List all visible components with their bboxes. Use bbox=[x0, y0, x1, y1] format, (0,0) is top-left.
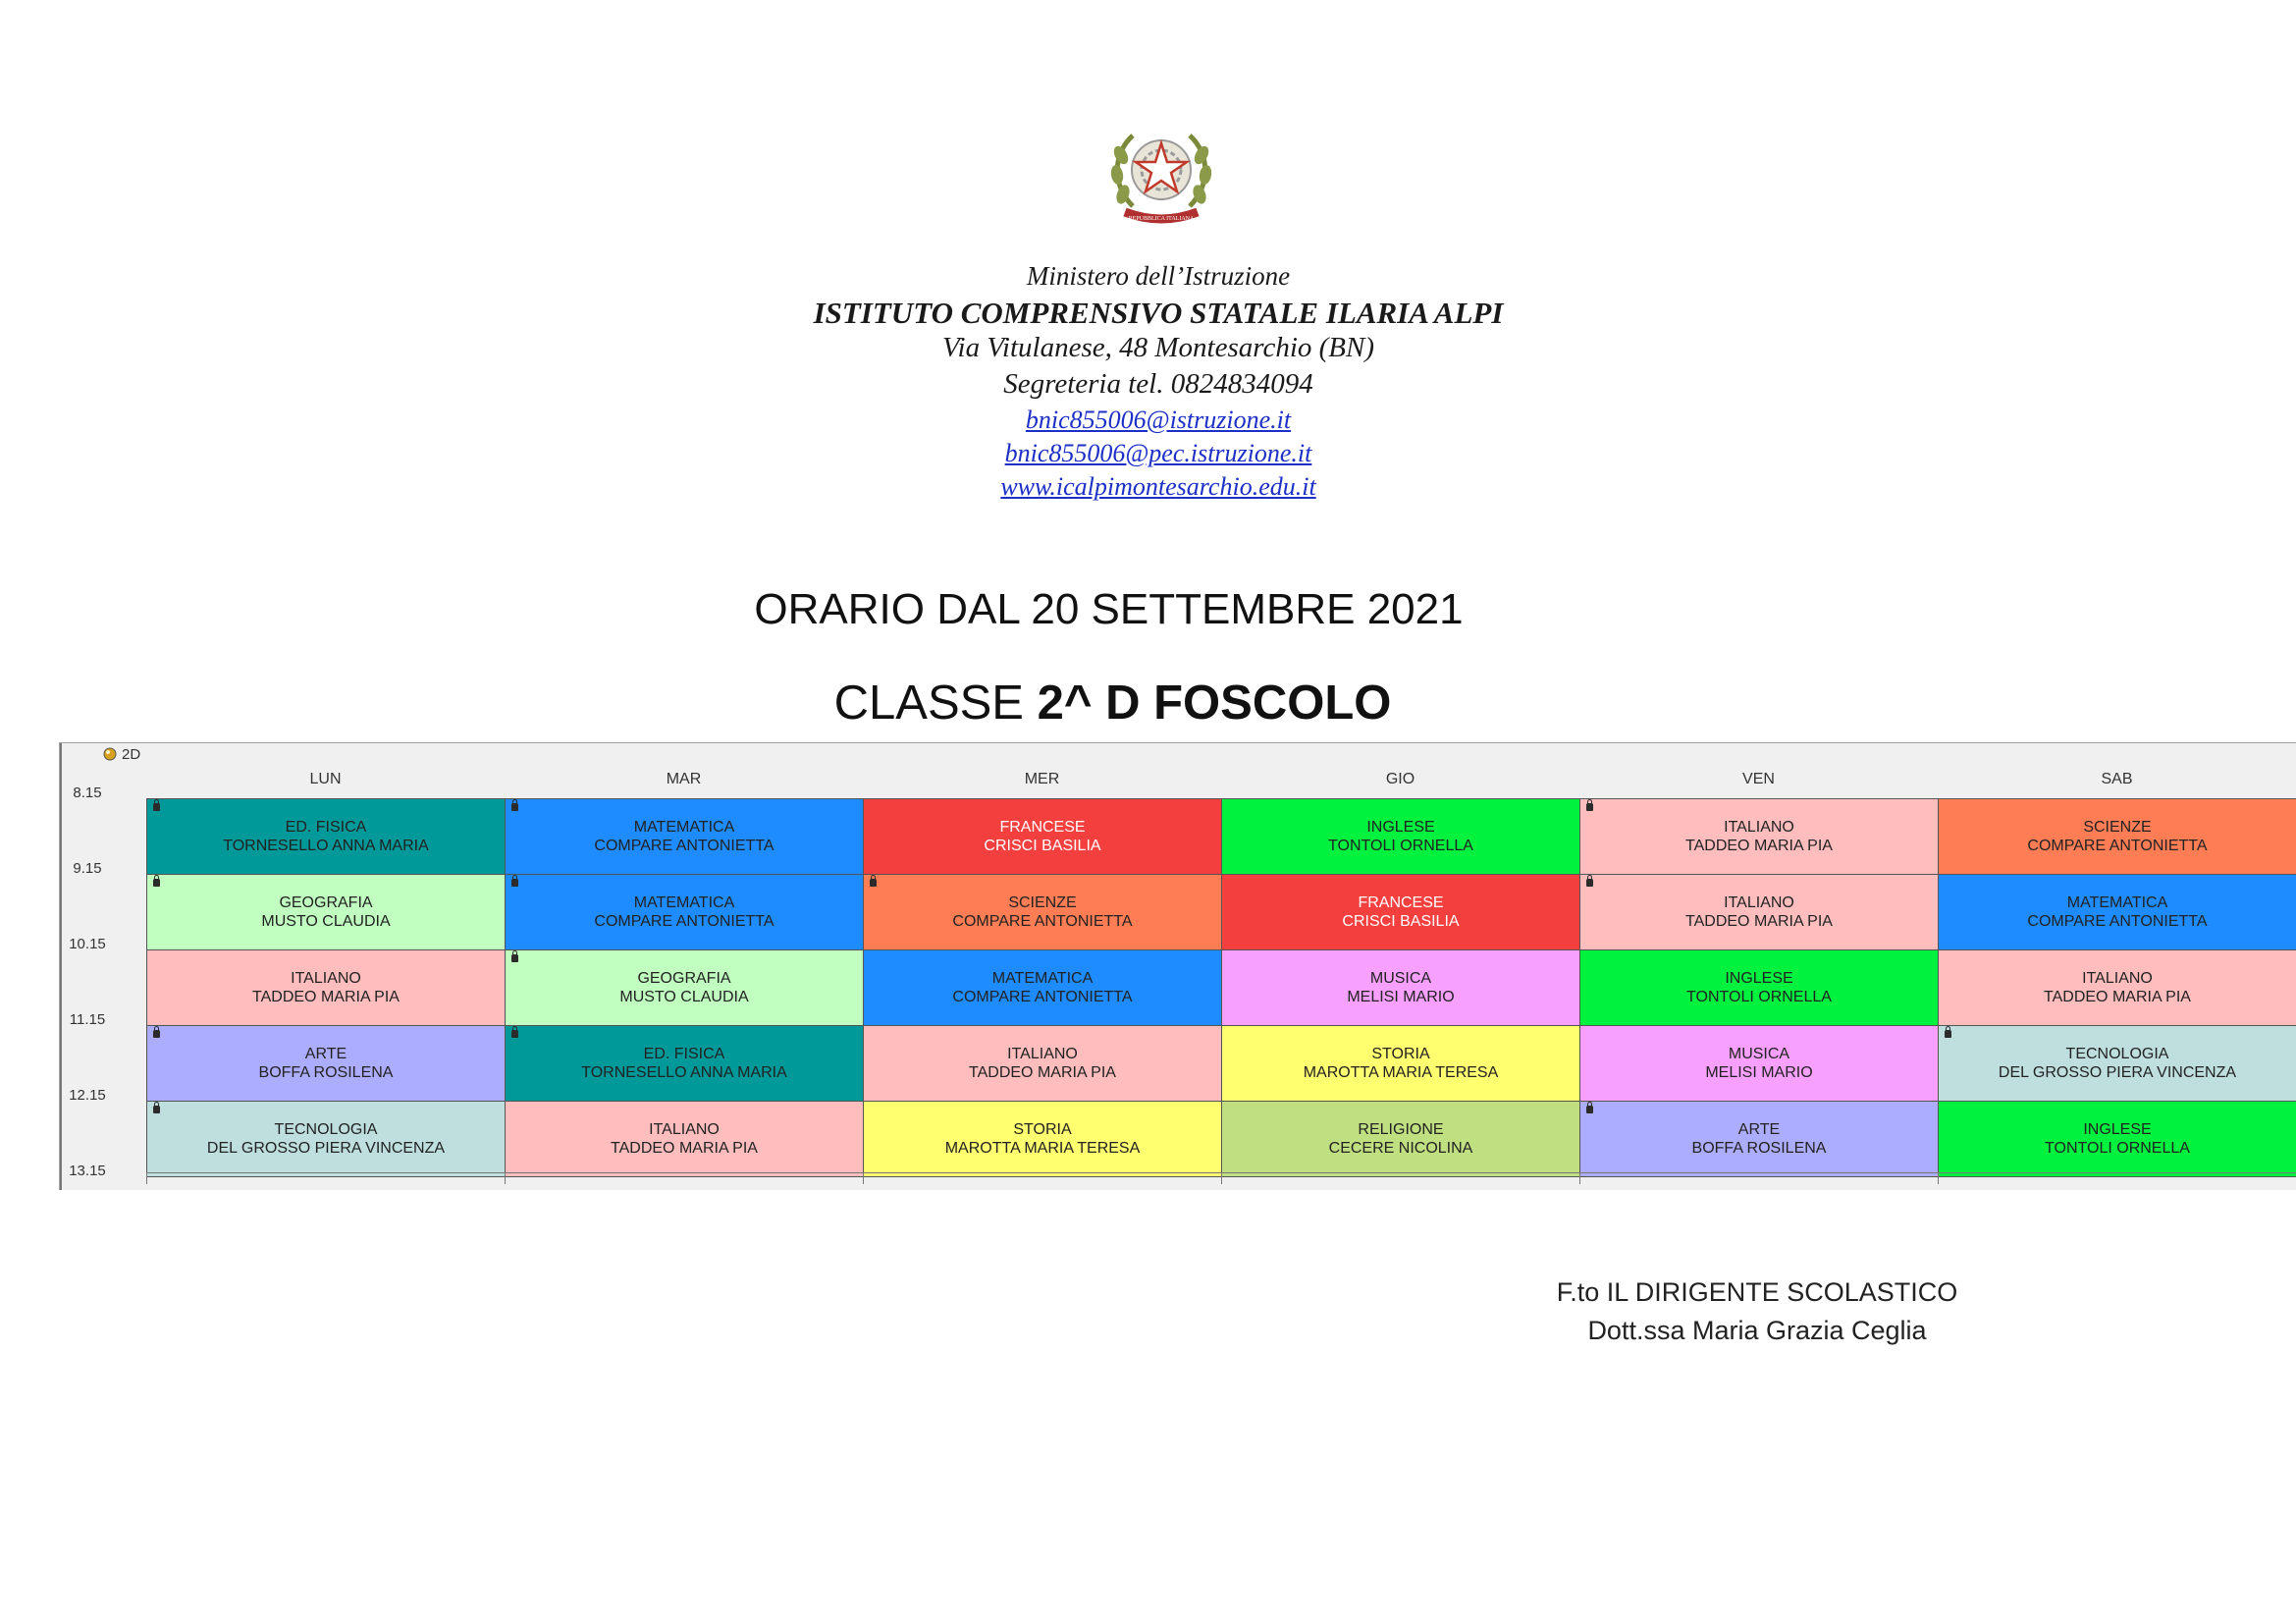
lesson-cell[interactable] bbox=[863, 949, 1222, 1026]
lesson-cell[interactable] bbox=[1938, 949, 2296, 1026]
lesson-cell[interactable] bbox=[1579, 798, 1939, 875]
lock-icon bbox=[153, 1030, 160, 1038]
timetable-left-rule bbox=[60, 743, 62, 1190]
lesson-teacher: BOFFA ROSILENA bbox=[258, 1064, 394, 1081]
lesson-teacher: TADDEO MARIA PIA bbox=[1685, 913, 1833, 930]
lesson-teacher: TADDEO MARIA PIA bbox=[252, 989, 400, 1005]
lesson-cell[interactable] bbox=[1221, 1101, 1580, 1177]
email-link[interactable]: bnic855006@istruzione.it bbox=[1025, 406, 1292, 434]
lesson-cell[interactable] bbox=[505, 949, 864, 1026]
lesson-cell[interactable] bbox=[1579, 949, 1939, 1026]
lesson-cell[interactable] bbox=[505, 1025, 864, 1102]
lesson-cell[interactable] bbox=[146, 1025, 506, 1102]
lesson-subject: TECNOLOGIA bbox=[274, 1121, 378, 1138]
grid-tick bbox=[146, 1172, 147, 1184]
schedule-title: ORARIO DAL 20 SETTEMBRE 2021 bbox=[754, 585, 1464, 633]
lesson-cell[interactable] bbox=[505, 798, 864, 875]
lesson-subject: GEOGRAFIA bbox=[637, 970, 731, 987]
day-header-ven: VEN bbox=[1742, 771, 1775, 787]
lesson-subject: STORIA bbox=[1371, 1046, 1430, 1062]
lock-icon bbox=[511, 1030, 518, 1038]
lesson-teacher: TADDEO MARIA PIA bbox=[1685, 838, 1833, 854]
lesson-cell[interactable] bbox=[863, 1101, 1222, 1177]
lesson-cell[interactable] bbox=[1938, 874, 2296, 950]
lock-icon bbox=[511, 803, 518, 811]
time-label: 9.15 bbox=[73, 860, 102, 877]
lesson-teacher: COMPARE ANTONIETTA bbox=[952, 913, 1133, 930]
lock-icon bbox=[153, 1106, 160, 1113]
lesson-teacher: TADDEO MARIA PIA bbox=[969, 1064, 1116, 1081]
lesson-teacher: TADDEO MARIA PIA bbox=[2044, 989, 2191, 1005]
lesson-cell[interactable] bbox=[1938, 798, 2296, 875]
lesson-cell[interactable] bbox=[146, 874, 506, 950]
website-link[interactable]: www.icalpimontesarchio.edu.it bbox=[1000, 472, 1316, 501]
lesson-teacher: TONTOLI ORNELLA bbox=[1328, 838, 1473, 854]
pec-link[interactable]: bnic855006@pec.istruzione.it bbox=[1004, 439, 1312, 467]
signature-name: Dott.ssa Maria Grazia Ceglia bbox=[1587, 1316, 1927, 1345]
lesson-cell[interactable] bbox=[1221, 798, 1580, 875]
time-label: 10.15 bbox=[69, 936, 106, 952]
lesson-teacher: CRISCI BASILIA bbox=[984, 838, 1101, 854]
lesson-cell[interactable] bbox=[505, 874, 864, 950]
grid-tick bbox=[1579, 1172, 1580, 1184]
time-label: 12.15 bbox=[69, 1087, 106, 1104]
lock-icon bbox=[153, 879, 160, 887]
lesson-subject: MATEMATICA bbox=[633, 819, 735, 836]
lesson-teacher: TORNESELLO ANNA MARIA bbox=[223, 838, 429, 854]
class-title-name: 2^ D FOSCOLO bbox=[1037, 677, 1392, 730]
lesson-cell[interactable] bbox=[146, 949, 506, 1026]
day-header-mar: MAR bbox=[666, 771, 702, 787]
class-code: 2D bbox=[122, 745, 141, 763]
lesson-teacher: COMPARE ANTONIETTA bbox=[594, 838, 774, 854]
lesson-teacher: TORNESELLO ANNA MARIA bbox=[581, 1064, 787, 1081]
lesson-subject: RELIGIONE bbox=[1358, 1121, 1444, 1138]
lesson-teacher: COMPARE ANTONIETTA bbox=[952, 989, 1133, 1005]
class-code-label bbox=[103, 743, 140, 765]
lesson-teacher: MUSTO CLAUDIA bbox=[619, 989, 749, 1005]
lesson-cell[interactable] bbox=[1579, 874, 1939, 950]
lesson-subject: ARTE bbox=[1737, 1121, 1781, 1138]
lesson-cell[interactable] bbox=[1938, 1025, 2296, 1102]
day-header-mer: MER bbox=[1024, 771, 1060, 787]
lesson-cell[interactable] bbox=[863, 798, 1222, 875]
lock-icon bbox=[511, 954, 518, 962]
lesson-subject: ITALIANO bbox=[649, 1121, 720, 1138]
lesson-subject: MATEMATICA bbox=[991, 970, 1094, 987]
lock-icon bbox=[1586, 803, 1593, 811]
lesson-subject: GEOGRAFIA bbox=[279, 894, 373, 911]
lesson-subject: MATEMATICA bbox=[633, 894, 735, 911]
lock-icon bbox=[511, 879, 518, 887]
lesson-teacher: DEL GROSSO PIERA VINCENZA bbox=[1998, 1064, 2237, 1081]
svg-text:REPUBBLICA ITALIANA: REPUBBLICA ITALIANA bbox=[1128, 216, 1195, 222]
lesson-cell[interactable] bbox=[1221, 1025, 1580, 1102]
lesson-subject: INGLESE bbox=[2083, 1121, 2152, 1138]
lesson-cell[interactable] bbox=[505, 1101, 864, 1177]
time-label: 13.15 bbox=[69, 1163, 106, 1179]
lesson-cell[interactable] bbox=[863, 874, 1222, 950]
lesson-subject: ITALIANO bbox=[1724, 819, 1794, 836]
class-title bbox=[0, 676, 2261, 731]
lesson-subject: FRANCESE bbox=[999, 819, 1086, 836]
lesson-teacher: TADDEO MARIA PIA bbox=[611, 1140, 758, 1157]
time-label: 11.15 bbox=[69, 1011, 106, 1028]
lesson-teacher: CECERE NICOLINA bbox=[1328, 1140, 1473, 1157]
lesson-cell[interactable] bbox=[1221, 874, 1580, 950]
lesson-cell[interactable] bbox=[1579, 1025, 1939, 1102]
lock-icon bbox=[1945, 1030, 1951, 1038]
school-phone: Segreteria tel. 0824834094 bbox=[1003, 368, 1313, 400]
signature-role: F.to IL DIRIGENTE SCOLASTICO bbox=[1556, 1277, 1958, 1307]
lesson-subject: ED. FISICA bbox=[643, 1046, 725, 1062]
lesson-subject: SCIENZE bbox=[2083, 819, 2152, 836]
lesson-subject: SCIENZE bbox=[1008, 894, 1077, 911]
lock-icon bbox=[153, 803, 160, 811]
ministry-name: Ministero dell’Istruzione bbox=[1026, 261, 1291, 291]
lesson-subject: INGLESE bbox=[1366, 819, 1435, 836]
lesson-cell[interactable] bbox=[146, 1101, 506, 1177]
lesson-cell[interactable] bbox=[146, 798, 506, 875]
lesson-subject: ED. FISICA bbox=[285, 819, 367, 836]
school-name: ISTITUTO COMPRENSIVO STATALE ILARIA ALPI bbox=[813, 296, 1504, 330]
lesson-subject: ITALIANO bbox=[1724, 894, 1794, 911]
lesson-subject: TECNOLOGIA bbox=[2065, 1046, 2169, 1062]
class-icon bbox=[103, 746, 119, 762]
lesson-subject: MUSICA bbox=[1728, 1046, 1790, 1062]
lesson-cell[interactable] bbox=[1938, 1101, 2296, 1177]
grid-tick bbox=[505, 1172, 506, 1184]
class-title-prefix: CLASSE bbox=[833, 677, 1038, 730]
lesson-teacher: MELISI MARIO bbox=[1347, 989, 1455, 1005]
lesson-subject: ARTE bbox=[304, 1046, 347, 1062]
lesson-teacher: DEL GROSSO PIERA VINCENZA bbox=[206, 1140, 446, 1157]
lesson-teacher: CRISCI BASILIA bbox=[1342, 913, 1460, 930]
lesson-subject: STORIA bbox=[1013, 1121, 1072, 1138]
grid-tick bbox=[1221, 1172, 1222, 1184]
lesson-subject: ITALIANO bbox=[2082, 970, 2153, 987]
lesson-teacher: COMPARE ANTONIETTA bbox=[594, 913, 774, 930]
lock-icon bbox=[1586, 1106, 1593, 1113]
lesson-subject: MATEMATICA bbox=[2066, 894, 2168, 911]
lesson-teacher: MAROTTA MARIA TERESA bbox=[1303, 1064, 1499, 1081]
day-header-gio: GIO bbox=[1385, 771, 1415, 787]
italian-republic-emblem bbox=[1103, 116, 1219, 232]
lesson-subject: ITALIANO bbox=[1007, 1046, 1078, 1062]
lesson-teacher: TONTOLI ORNELLA bbox=[2045, 1140, 2190, 1157]
lock-icon bbox=[1586, 879, 1593, 887]
lesson-subject: FRANCESE bbox=[1358, 894, 1444, 911]
lesson-subject: INGLESE bbox=[1725, 970, 1793, 987]
lesson-cell[interactable] bbox=[1221, 949, 1580, 1026]
lesson-teacher: MAROTTA MARIA TERESA bbox=[944, 1140, 1141, 1157]
lesson-cell[interactable] bbox=[863, 1025, 1222, 1102]
time-label: 8.15 bbox=[73, 785, 102, 801]
lesson-teacher: COMPARE ANTONIETTA bbox=[2027, 838, 2208, 854]
school-address: Via Vitulanese, 48 Montesarchio (BN) bbox=[941, 332, 1374, 363]
day-header-lun: LUN bbox=[309, 771, 342, 787]
lesson-teacher: COMPARE ANTONIETTA bbox=[2027, 913, 2208, 930]
lesson-teacher: MUSTO CLAUDIA bbox=[261, 913, 391, 930]
lesson-cell[interactable] bbox=[1579, 1101, 1939, 1177]
grid-tick bbox=[1938, 1172, 1939, 1184]
lock-icon bbox=[870, 879, 877, 887]
grid-tick bbox=[863, 1172, 864, 1184]
timetable bbox=[59, 742, 2296, 1190]
lesson-teacher: TONTOLI ORNELLA bbox=[1686, 989, 1832, 1005]
lesson-subject: MUSICA bbox=[1369, 970, 1432, 987]
lesson-teacher: MELISI MARIO bbox=[1705, 1064, 1813, 1081]
day-header-sab: SAB bbox=[2101, 771, 2133, 787]
lesson-teacher: BOFFA ROSILENA bbox=[1691, 1140, 1827, 1157]
lesson-subject: ITALIANO bbox=[291, 970, 361, 987]
